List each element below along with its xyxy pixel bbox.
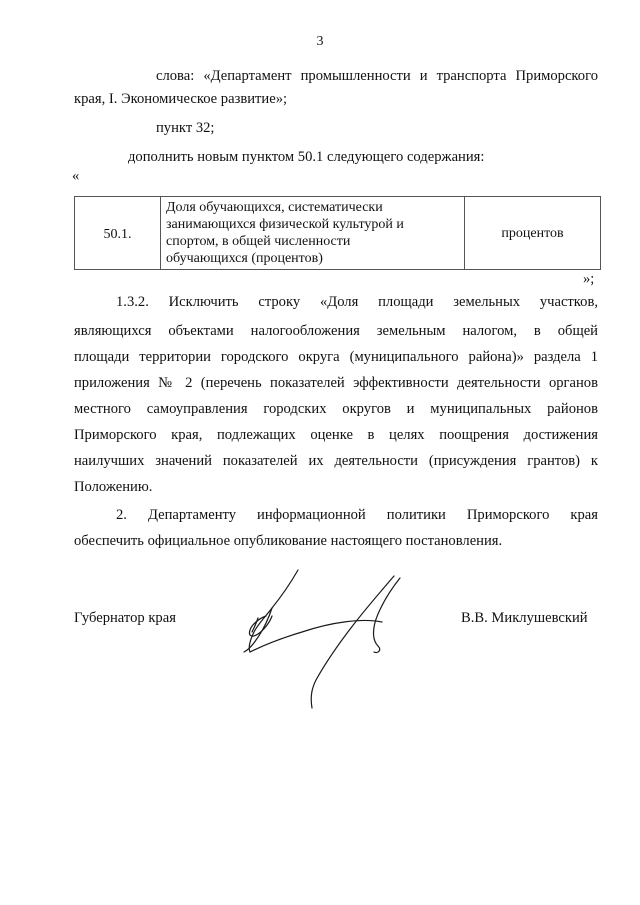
signatory-name: В.В. Миклушевский (461, 610, 588, 626)
paragraph-132-line (74, 373, 598, 393)
table-description-line: занимающихся физической культурой и (166, 217, 404, 232)
indicator-table (74, 196, 601, 270)
paragraph-132-line-text: приложения № 2 (перечень показателей эффективности деятельности органов (74, 375, 598, 391)
paragraph-132-line-text: 1.3.2. Исключить строку «Доля площади земельных участков, (116, 294, 598, 310)
paragraph-132-line-text: Приморского края, подлежащих оценке в целях поощрения достижения (74, 427, 598, 443)
paragraph-132-line (74, 321, 598, 341)
paragraph-132-line: Положению. (74, 479, 153, 495)
table-cell-number: 50.1. (75, 197, 161, 269)
closing-quote: »; (583, 271, 595, 287)
paragraph-132-line (74, 347, 598, 367)
table-description-line: Доля обучающихся, систематически (166, 200, 383, 215)
table-cell-description (161, 197, 465, 269)
opening-quote: « (72, 168, 80, 184)
handwritten-signature (222, 566, 422, 716)
paragraph-2-line-text: 2. Департаменту информационной политики Приморского края (116, 507, 598, 523)
paragraph-132-line (74, 425, 598, 445)
table-description-line: спортом, в общей численности (166, 234, 351, 249)
paragraph-132-line (116, 292, 598, 312)
intro-line-1 (156, 66, 598, 86)
paragraph-132-line-text: площади территории городского округа (муниципального района)» раздела 1 (74, 349, 598, 365)
intro-line-3: пункт 32; (156, 120, 215, 136)
table-description-line: обучающихся (процентов) (166, 251, 323, 266)
paragraph-2-line: обеспечить официальное опубликование настоящего постановления. (74, 533, 503, 549)
page-number: 3 (316, 34, 324, 49)
intro-line-2: края, I. Экономическое развитие»; (74, 91, 288, 107)
intro-line-1-text: слова: «Департамент промышленности и транспорта Приморского (156, 68, 598, 84)
intro-line-4: дополнить новым пунктом 50.1 следующего содержания: (128, 149, 485, 165)
paragraph-132-line (74, 399, 598, 419)
paragraph-132-line-text: являющихся объектами налогообложения земельным налогом, в общей (74, 323, 598, 339)
table-cell-unit: процентов (501, 225, 564, 241)
paragraph-2-line (116, 505, 598, 525)
paragraph-132-line-text: местного самоуправления городских округов и муниципальных районов (74, 401, 598, 417)
paragraph-132-line (74, 451, 598, 471)
paragraph-132-line-text: наилучших значений показателей их деятельности (присуждения грантов) к (74, 453, 598, 469)
signatory-position: Губернатор края (74, 610, 176, 626)
